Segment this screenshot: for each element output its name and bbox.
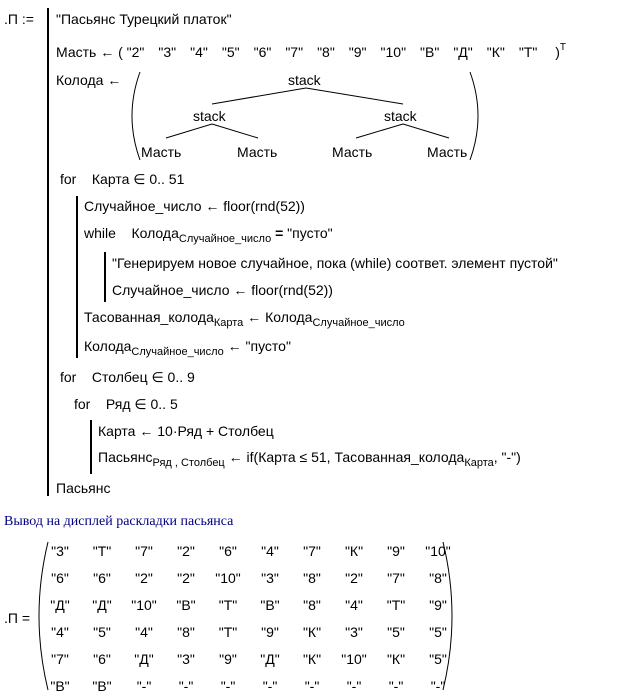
- matrix-cell: "В": [176, 597, 196, 613]
- matrix-cell: "10": [341, 651, 367, 667]
- mast-leaf: Масть: [237, 144, 278, 160]
- matrix-cell: "К": [302, 651, 322, 667]
- mast-close: ): [555, 44, 560, 60]
- matrix-cell: "-": [304, 678, 320, 694]
- matrix-cell: "4": [345, 597, 363, 613]
- matrix-cell: "2": [345, 570, 363, 586]
- mast-value: "3": [158, 44, 177, 60]
- program-title-string: "Пасьянс Турецкий платок": [56, 11, 232, 27]
- matrix-cell: "5": [93, 624, 111, 640]
- mast-leaf: Масть: [332, 144, 373, 160]
- while-koloda: Колода: [131, 225, 179, 241]
- for-range: Столбец ∈ 0.. 9: [91, 369, 195, 385]
- matrix-cell: "5": [387, 624, 405, 640]
- matrix-cell: "2": [135, 570, 153, 586]
- matrix-cell: "Д": [260, 651, 280, 667]
- mast-leaf: Масть: [141, 144, 182, 160]
- shuffled-rhs-index: Случайное_число: [312, 317, 405, 329]
- while-line: [84, 225, 333, 243]
- matrix-cell: "9": [429, 597, 447, 613]
- matrix-cell: "8": [177, 624, 195, 640]
- mast-value: "7": [285, 44, 304, 60]
- shuffled-deck: Тасованная_колода: [84, 309, 214, 325]
- mast-value: "8": [317, 44, 335, 60]
- matrix-cell: "К": [302, 624, 322, 640]
- karta-assign: Карта ← 10·Ряд + Столбец: [98, 423, 274, 439]
- matrix-cell: "6": [93, 570, 111, 586]
- mast-value: "В": [420, 44, 440, 60]
- for-keyword: for: [74, 396, 91, 412]
- while-keyword: while: [84, 225, 116, 241]
- random-assign-inner: Случайное_число ← floor(rnd(52)): [112, 282, 333, 298]
- matrix-cell: "6": [219, 543, 237, 559]
- stack-node-left: stack: [193, 108, 226, 124]
- mast-assign: Масть ← (: [56, 44, 123, 60]
- matrix-cell: "К": [386, 651, 406, 667]
- mast-value: "К": [486, 44, 505, 60]
- mast-value: "2": [126, 44, 145, 60]
- transpose-symbol: T: [559, 42, 567, 53]
- random-assign: Случайное_число ← floor(rnd(52)): [84, 198, 305, 214]
- output-label: .П =: [4, 610, 31, 626]
- mast-value: "Д": [453, 44, 473, 60]
- pasyans-close: ): [516, 449, 521, 465]
- pasyans-assign-line: [98, 449, 521, 467]
- matrix-cell: "В": [260, 597, 280, 613]
- comment-string: "Генерируем новое случайное, пока (while) соответ. элемент пустой": [112, 255, 558, 271]
- pasyans-args: Карта ≤ 51, Тасованная_колода: [258, 449, 465, 465]
- matrix-cell: "4": [135, 624, 153, 640]
- matrix-cell: "3": [177, 651, 195, 667]
- mast-value: "4": [190, 44, 208, 60]
- matrix-cell: "5": [429, 624, 447, 640]
- pasyans-if: ← if(: [224, 449, 259, 465]
- matrix-cell: "9": [387, 543, 405, 559]
- matrix-cell: "К": [344, 543, 364, 559]
- matrix-cell: "-": [136, 678, 152, 694]
- matrix-cell: "В": [50, 678, 70, 694]
- matrix-cell: "3": [261, 570, 279, 586]
- matrix-cell: "7": [135, 543, 153, 559]
- mast-value: "Т": [518, 44, 538, 60]
- matrix-cell: "2": [177, 543, 195, 559]
- while-equals: =: [275, 225, 284, 241]
- for-stolbec-line: [60, 369, 195, 385]
- matrix-cell: "-": [220, 678, 236, 694]
- for-karta-line: [60, 171, 184, 187]
- pasyans-var: Пасьянс: [98, 449, 153, 465]
- matrix-cell: "Д": [92, 597, 112, 613]
- matrix-cell: "-": [262, 678, 278, 694]
- for-keyword: for: [60, 171, 77, 187]
- mast-value: "10": [380, 44, 407, 60]
- matrix-cell: "Т": [92, 543, 112, 559]
- matrix-cell: "В": [92, 678, 112, 694]
- matrix-cell: "2": [177, 570, 195, 586]
- stack-node-top: stack: [288, 72, 321, 88]
- matrix-cell: "4": [261, 543, 279, 559]
- matrix-cell: "7": [387, 570, 405, 586]
- mast-value: "9": [348, 44, 367, 60]
- matrix-cell: "Т": [218, 624, 238, 640]
- matrix-cell: "7": [51, 651, 69, 667]
- matrix-cell: "5": [429, 651, 447, 667]
- clear-assign-line: [84, 338, 291, 356]
- while-empty: "пусто": [287, 225, 333, 241]
- matrix-cell: "3": [345, 624, 363, 640]
- koloda-assign: Колода ←: [56, 72, 122, 88]
- mast-value: "5": [221, 44, 240, 60]
- clear-koloda: Колода: [84, 338, 132, 354]
- matrix-cell: "10": [215, 570, 241, 586]
- matrix-cell: "Д": [134, 651, 154, 667]
- for-range: Карта ∈ 0.. 51: [91, 171, 185, 187]
- matrix-cell: "9": [261, 624, 279, 640]
- output-heading: Вывод на дисплей раскладки пасьянса: [4, 514, 234, 529]
- definition-label: .П :=: [4, 11, 34, 27]
- shuffled-assign-line: [84, 309, 405, 327]
- matrix-cell: "8": [303, 570, 321, 586]
- shuffled-index: Карта: [213, 317, 244, 329]
- matrix-cell: "3": [51, 543, 69, 559]
- matrix-cell: "6": [51, 570, 69, 586]
- matrix-cell: "Д": [50, 597, 70, 613]
- matrix-cell: "10": [425, 543, 451, 559]
- while-index: Случайное_число: [178, 233, 272, 245]
- clear-rhs: ← "пусто": [223, 338, 291, 354]
- stack-node-right: stack: [384, 108, 417, 124]
- matrix-cell: "10": [131, 597, 157, 613]
- mast-value: "6": [253, 44, 272, 60]
- for-ryad-line: [74, 396, 178, 412]
- matrix-cell: "-": [178, 678, 194, 694]
- pasyans-index: Ряд , Столбец: [152, 457, 225, 469]
- matrix-cell: "8": [303, 597, 321, 613]
- for-keyword: for: [60, 369, 77, 385]
- matrix-cell: "-": [346, 678, 362, 694]
- matrix-cell: "8": [429, 570, 447, 586]
- pasyans-args-index: Карта: [464, 457, 494, 469]
- shuffled-arrow: ← Колода: [243, 309, 313, 325]
- mast-leaf: Масть: [427, 144, 468, 160]
- matrix-cell: "Т": [386, 597, 406, 613]
- matrix-cell: "-": [430, 678, 446, 694]
- matrix-cell: "Т": [218, 597, 238, 613]
- clear-index: Случайное_число: [131, 346, 224, 358]
- matrix-cell: "-": [388, 678, 404, 694]
- matrix-cell: "6": [93, 651, 111, 667]
- for-range: Ряд ∈ 0.. 5: [105, 396, 178, 412]
- matrix-cell: "9": [219, 651, 237, 667]
- pasyans-args-end: , "-": [493, 449, 517, 465]
- return-value: Пасьянс: [56, 480, 111, 496]
- matrix-cell: "7": [303, 543, 321, 559]
- matrix-cell: "4": [51, 624, 69, 640]
